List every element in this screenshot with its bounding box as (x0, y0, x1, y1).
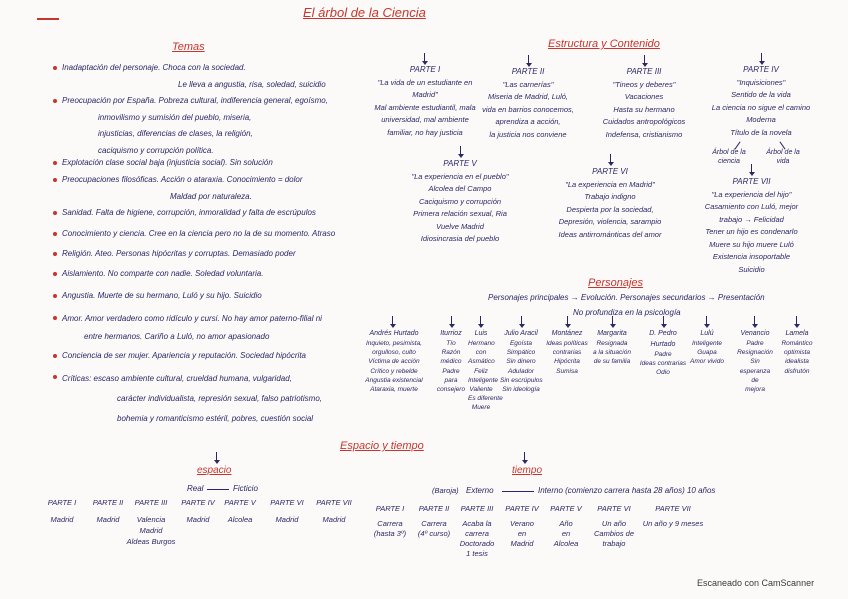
espacio-parte (264, 497, 310, 525)
text-line: Ideas contrarias (639, 360, 687, 368)
parte-label: PARTE II (511, 67, 545, 76)
tiempo-parte (640, 503, 706, 529)
text-line: Depresión, violencia, sarampio (558, 217, 662, 226)
character-column (638, 328, 688, 378)
text-line: Madrid (510, 539, 534, 548)
text-line: Alcolea del Campo (428, 184, 492, 193)
text-line: esperanza (739, 367, 771, 375)
personajes-summary: Personajes principales → Evolución. Personajes secundarios → Presentación (488, 293, 765, 302)
text-line: Casamiento con Luló, mejor (704, 202, 799, 211)
character-column (500, 328, 542, 394)
text-line: Trabajo indigno (584, 192, 636, 201)
down-arrow-icon (663, 316, 664, 326)
personajes-summary: No profundiza en la psicología (573, 308, 681, 317)
text-line: La ciencia no sigue el camino (711, 102, 811, 112)
text-line: Cuidados antropológicos (602, 117, 686, 126)
character-name: Andrés Hurtado (369, 330, 419, 337)
connector-line (207, 489, 229, 490)
tiempo-parte (412, 503, 456, 539)
character-traits (736, 339, 774, 394)
text-line: Alcolea (227, 515, 253, 524)
text-line: Madrid (322, 515, 346, 524)
text-line: consejero (436, 386, 466, 394)
parte-block (694, 176, 809, 276)
red-dash (37, 18, 59, 20)
character-column (592, 328, 632, 367)
text-line: Aldeas Burgos (126, 537, 176, 546)
down-arrow-icon (216, 452, 217, 462)
text-line: Le lleva a angustia, risa, soledad, suicidio (178, 79, 326, 89)
character-traits (780, 339, 814, 376)
espacio-heading: espacio (197, 465, 232, 476)
text-line: Título de la novela (730, 127, 792, 137)
parte-block (370, 64, 480, 139)
text-line: Acaba la (462, 519, 492, 528)
text-line: trabajo (602, 539, 626, 548)
tema-item (52, 288, 262, 305)
text-line: Indefensa, cristianismo (605, 129, 683, 139)
parte-label: PARTE I (375, 504, 405, 513)
parte-description (706, 77, 816, 140)
text-line: Conciencia de ser mujer. Apariencia y reputación. Sociedad hipócrita (62, 351, 306, 360)
text-line: Hipócrita (554, 358, 580, 366)
text-line: para (444, 376, 458, 384)
text-line: "La vida de un estudiante en (377, 77, 473, 87)
parte-block (545, 166, 675, 241)
character-column (736, 328, 774, 394)
down-arrow-icon (567, 316, 568, 326)
parte-label: PARTE VI (597, 504, 631, 513)
parte-label: PARTE IV (743, 65, 779, 74)
text-line: familiar, no hay justicia (387, 127, 463, 137)
arbol-ciencia-label: Árbol de la ciencia (712, 149, 746, 165)
text-line: Padre (746, 340, 764, 347)
character-name: Lamela (785, 330, 809, 337)
text-line: Críticas: escaso ambiente cultural, crueldad humana, vulgaridad, (62, 374, 292, 383)
tema-item (52, 266, 263, 283)
text-line: vida en barrios conocemos, (482, 104, 574, 114)
text-line: carrera (465, 529, 489, 538)
temas-heading: Temas (172, 41, 205, 53)
text-line: Religión. Ateo. Personas hipócritas y corruptas. Demasiado poder (62, 249, 296, 258)
parte-description (370, 77, 480, 140)
text-line: idealista (785, 358, 809, 366)
text-line: Conocimiento y ciencia. Cree en la ciencia pero no la de su momento. Atraso (62, 229, 336, 238)
text-line: Preocupación por España. Pobreza cultural, indiferencia general, egoísmo, (62, 96, 328, 105)
text-line: Amor vivido (690, 358, 724, 366)
tema-item (52, 226, 335, 243)
tema-item (52, 155, 273, 172)
parte-label: PARTE VI (592, 167, 628, 176)
text-line: la justicia nos conviene (489, 129, 567, 139)
text-line: Sanidad. Falta de higiene, corrupción, inmoralidad y falta de escrúpulos (62, 208, 316, 217)
text-line: Despierta por la sociedad, (566, 204, 654, 214)
espacio-parte (126, 497, 176, 547)
character-column (546, 328, 588, 376)
text-line: aprendiza a acción, (495, 117, 561, 126)
tema-item (52, 369, 322, 429)
character-column (362, 328, 426, 394)
text-line: Un año (601, 519, 627, 528)
tiempo-baroja: (Baroja) (432, 486, 459, 495)
text-line: Vacaciones (624, 92, 664, 101)
tiempo-parte (590, 503, 638, 549)
down-arrow-icon (528, 55, 529, 65)
text-line: Sin dinero (506, 358, 536, 366)
text-line: Madrid (275, 515, 299, 524)
text-line: Madrid (139, 526, 163, 535)
parte-label: PARTE V (224, 498, 256, 507)
character-name: D. Pedro Hurtado (649, 330, 677, 348)
parte-label: PARTE V (443, 159, 477, 168)
parte-description (400, 171, 520, 246)
parte-label: PARTE IV (181, 498, 215, 507)
time-description (544, 519, 588, 549)
text-line: Año (559, 519, 573, 528)
text-line: "Las carnerías" (502, 79, 554, 89)
espacio-parte (86, 497, 130, 525)
text-line: contrarias (552, 349, 582, 357)
text-line: Valiente (469, 386, 493, 394)
place-list (176, 514, 220, 525)
text-line: Primera relación sexual, Ria (413, 209, 507, 218)
personajes-heading: Personajes (588, 277, 644, 289)
character-traits (500, 339, 542, 394)
text-line: Razón (441, 349, 461, 357)
down-arrow-icon (754, 316, 755, 326)
text-line: (hasta 3º) (373, 529, 407, 538)
down-arrow-icon (392, 316, 393, 326)
text-line: optimista (783, 349, 810, 357)
parte-label: PARTE VI (270, 498, 304, 507)
espacio-parte (40, 497, 84, 525)
place-list (40, 514, 84, 525)
tiempo-parte (544, 503, 588, 549)
parte-label: PARTE I (47, 498, 77, 507)
text-line: inmovilismo y sumisión del pueblo, miseria, (98, 112, 252, 122)
down-arrow-icon (751, 164, 752, 174)
text-line: "La experiencia en Madrid" (565, 179, 655, 189)
text-line: Tío (446, 340, 456, 347)
text-line: Amor. Amor verdadero como ridículo y cursi. No hay amor paterno-filial ni (62, 314, 322, 323)
text-line: Mal ambiente estudiantil, mala (374, 102, 476, 112)
text-line: en (561, 529, 571, 538)
down-arrow-icon (424, 53, 425, 63)
character-traits (546, 339, 588, 376)
down-arrow-icon (610, 154, 611, 164)
text-line: bohemia y romanticismo estéril, pobres, cuestión social (117, 414, 314, 423)
text-line: Idiosincrasia del pueblo (420, 234, 500, 243)
tema-item (52, 310, 322, 346)
text-line: Un año y 9 meses (642, 519, 704, 528)
text-line: Moderna (746, 115, 776, 124)
text-line: Inteligente (692, 340, 722, 347)
character-column (468, 328, 503, 413)
time-description (368, 519, 412, 539)
text-line: (4º curso) (417, 529, 451, 538)
text-line: Muere su hijo muere Luló (709, 239, 794, 249)
text-line: Alcolea (553, 539, 579, 548)
text-line: universidad, mal ambiente (381, 115, 469, 124)
text-line: "Tineos y deberes" (612, 79, 676, 89)
text-line: Vuelve Madrid (436, 221, 484, 231)
parte-label: PARTE III (460, 504, 494, 513)
character-traits (638, 350, 688, 378)
espacio-real: Real (187, 484, 204, 493)
text-line: Madrid (96, 515, 120, 524)
text-line: Miseria de Madrid, Luló, (487, 92, 569, 101)
text-line: Hasta su hermano (613, 104, 675, 114)
character-traits (592, 339, 632, 367)
parte-block (400, 158, 520, 246)
text-line: de su familia (593, 358, 631, 366)
text-line: caciquismo y corrupción política. (98, 145, 214, 155)
text-line: Feliz (474, 367, 488, 375)
character-name: Montánez (551, 330, 583, 337)
character-name: Iturrioz (440, 330, 462, 337)
text-line: 1 tesis (466, 549, 488, 558)
page-title: El árbol de la Ciencia (303, 5, 426, 20)
arbol-vida-label: Árbol de la vida (766, 149, 800, 165)
parte-block (706, 64, 816, 139)
character-column (436, 328, 466, 394)
text-line: Hermano (468, 340, 495, 347)
down-arrow-icon (796, 316, 797, 326)
parte-description (545, 179, 675, 242)
text-line: en (517, 529, 527, 538)
down-arrow-icon (524, 452, 525, 462)
text-line: Madrid (50, 515, 74, 524)
espacio-parte (310, 497, 358, 525)
text-line: Resignación (737, 349, 773, 357)
estructura-heading: Estructura y Contenido (548, 38, 660, 50)
tema-item (52, 60, 326, 93)
camscanner-watermark: Escaneado con CamScanner (697, 578, 815, 588)
tiempo-parte (368, 503, 412, 539)
text-line: carácter individualista, represión sexual, falso patriotismo, (117, 394, 322, 403)
text-line: Madrid" (412, 90, 438, 99)
parte-label: PARTE IV (505, 504, 539, 513)
text-line: Existencia insoportable (712, 252, 791, 261)
text-line: Sin (750, 358, 760, 366)
time-description (500, 519, 544, 549)
parte-description (594, 79, 694, 142)
tiempo-parte (500, 503, 544, 549)
espacio-parte (218, 497, 262, 525)
text-line: injusticias, diferencias de clases, la religión, (98, 129, 253, 138)
place-list (218, 514, 262, 525)
parte-description (478, 79, 578, 142)
connector-line (502, 491, 534, 492)
tema-item (52, 246, 296, 263)
text-line: Madrid (186, 515, 210, 524)
text-line: entre hermanos. Cariño a Luló, no amor apasionado (84, 332, 270, 341)
text-line: Romántico (781, 340, 813, 347)
text-line: Crítico y rebelde (370, 367, 418, 375)
text-line: disfrutón (784, 367, 810, 375)
text-line: Asmático (468, 358, 495, 366)
down-arrow-icon (460, 146, 461, 156)
parte-block (478, 66, 578, 141)
text-line: Odio (656, 369, 670, 377)
text-line: Sumisa (556, 367, 578, 375)
text-line: Tener un hijo es condenarlo (705, 227, 798, 236)
text-line: a la situación (593, 349, 631, 357)
down-arrow-icon (644, 55, 645, 65)
character-name: Luis (474, 330, 488, 337)
text-line: Preocupaciones filosóficas. Acción o ataraxia. Conocimiento = dolor (62, 175, 303, 184)
parte-label: PARTE VII (316, 498, 352, 507)
tema-item (52, 172, 303, 205)
parte-label: PARTE VII (655, 504, 691, 513)
down-arrow-icon (612, 316, 613, 326)
text-line: Sin ideología (502, 386, 540, 394)
parte-label: PARTE VII (732, 177, 771, 186)
character-traits (436, 339, 466, 394)
down-arrow-icon (480, 316, 481, 326)
text-line: "La experiencia en el pueblo" (411, 171, 509, 181)
character-column (690, 328, 724, 367)
parte-label: PARTE III (134, 498, 168, 507)
character-traits (362, 339, 426, 394)
text-line: Inadaptación del personaje. Choca con la sociedad. (62, 63, 246, 72)
text-line: Egoísta (509, 340, 533, 347)
place-list (126, 514, 176, 547)
parte-label: PARTE V (550, 504, 582, 513)
text-line: con (475, 349, 487, 357)
text-line: orgulloso, culto (372, 349, 416, 357)
text-line: Sin escrúpulos (500, 376, 543, 384)
parte-label: PARTE I (409, 65, 441, 74)
character-column (780, 328, 814, 376)
text-line: Padre (654, 351, 672, 358)
down-arrow-icon (521, 316, 522, 326)
text-line: Víctima de acción (368, 358, 420, 366)
text-line: Sentido de la vida (731, 90, 791, 99)
text-line: Caciquismo y corrupción (418, 196, 502, 206)
espacio-tiempo-heading: Espacio y tiempo (340, 440, 424, 452)
text-line: Angustia existencial (365, 376, 423, 384)
text-line: Angustia. Muerte de su hermano, Luló y su hijo. Suicidio (62, 291, 262, 300)
text-line: "Inquisiciones" (736, 77, 786, 87)
text-line: Resignada (596, 340, 628, 347)
text-line: "La experiencia del hijo" (711, 189, 792, 199)
text-line: Doctorado (459, 539, 495, 548)
text-line: Valencia (136, 515, 166, 524)
character-name: Venancio (740, 330, 770, 337)
text-line: de (751, 376, 759, 384)
character-name: Lulú (700, 330, 714, 337)
text-line: Inquieto, pesimista, (365, 340, 422, 347)
text-line: Ideas antirrománticas del amor (558, 229, 662, 239)
parte-label: PARTE III (626, 67, 662, 76)
down-arrow-icon (706, 316, 707, 326)
place-list (310, 514, 358, 525)
time-description (640, 519, 706, 529)
text-line: Carrera (377, 519, 403, 528)
text-line: Verano (510, 519, 534, 528)
text-line: Adulador (507, 367, 535, 375)
tiempo-interno: Interno (comienzo carrera hasta 28 años) 10 años (538, 486, 716, 495)
text-line: Aislamiento. No comparte con nadie. Soledad voluntaria. (62, 269, 264, 278)
time-description (412, 519, 456, 539)
text-line: Muere (471, 404, 491, 412)
character-traits (468, 339, 503, 413)
place-list (86, 514, 130, 525)
text-line: Es diferente (468, 395, 503, 403)
text-line: mejora (745, 386, 765, 394)
character-traits (690, 339, 724, 367)
text-line: Explotación clase social baja (injusticia social). Sin solución (62, 158, 273, 167)
parte-label: PARTE II (92, 498, 124, 507)
down-arrow-icon (761, 53, 762, 63)
character-name: Margarita (597, 330, 627, 337)
parte-label: PARTE II (418, 504, 450, 513)
espacio-ficticio: Ficticio (233, 484, 258, 493)
text-line: Guapa (697, 349, 717, 357)
text-line: Carrera (421, 519, 447, 528)
character-name: Julio Aracil (504, 330, 538, 337)
text-line: Ataraxia, muerte (370, 386, 418, 394)
text-line: médico (440, 358, 462, 366)
text-line: Cambios de (593, 529, 635, 538)
tiempo-heading: tiempo (512, 465, 543, 476)
parte-description (694, 189, 809, 277)
down-arrow-icon (451, 316, 452, 326)
tema-item (52, 93, 328, 159)
tiempo-externo: Externo (466, 486, 494, 495)
time-description (590, 519, 638, 549)
text-line: Ideas políticas (546, 340, 588, 347)
time-description (454, 519, 500, 559)
espacio-parte (176, 497, 220, 525)
text-line: trabajo → Felicidad (719, 214, 784, 224)
place-list (264, 514, 310, 525)
text-line: Maldad por naturaleza. (170, 191, 252, 201)
text-line: Simpático (506, 349, 536, 357)
tiempo-parte (454, 503, 500, 559)
text-line: Padre (442, 367, 460, 375)
tema-item (52, 205, 316, 222)
text-line: Inteligente (468, 376, 498, 384)
tema-item (52, 348, 306, 365)
text-line: Suicidio (738, 264, 765, 274)
parte-block (594, 66, 694, 141)
